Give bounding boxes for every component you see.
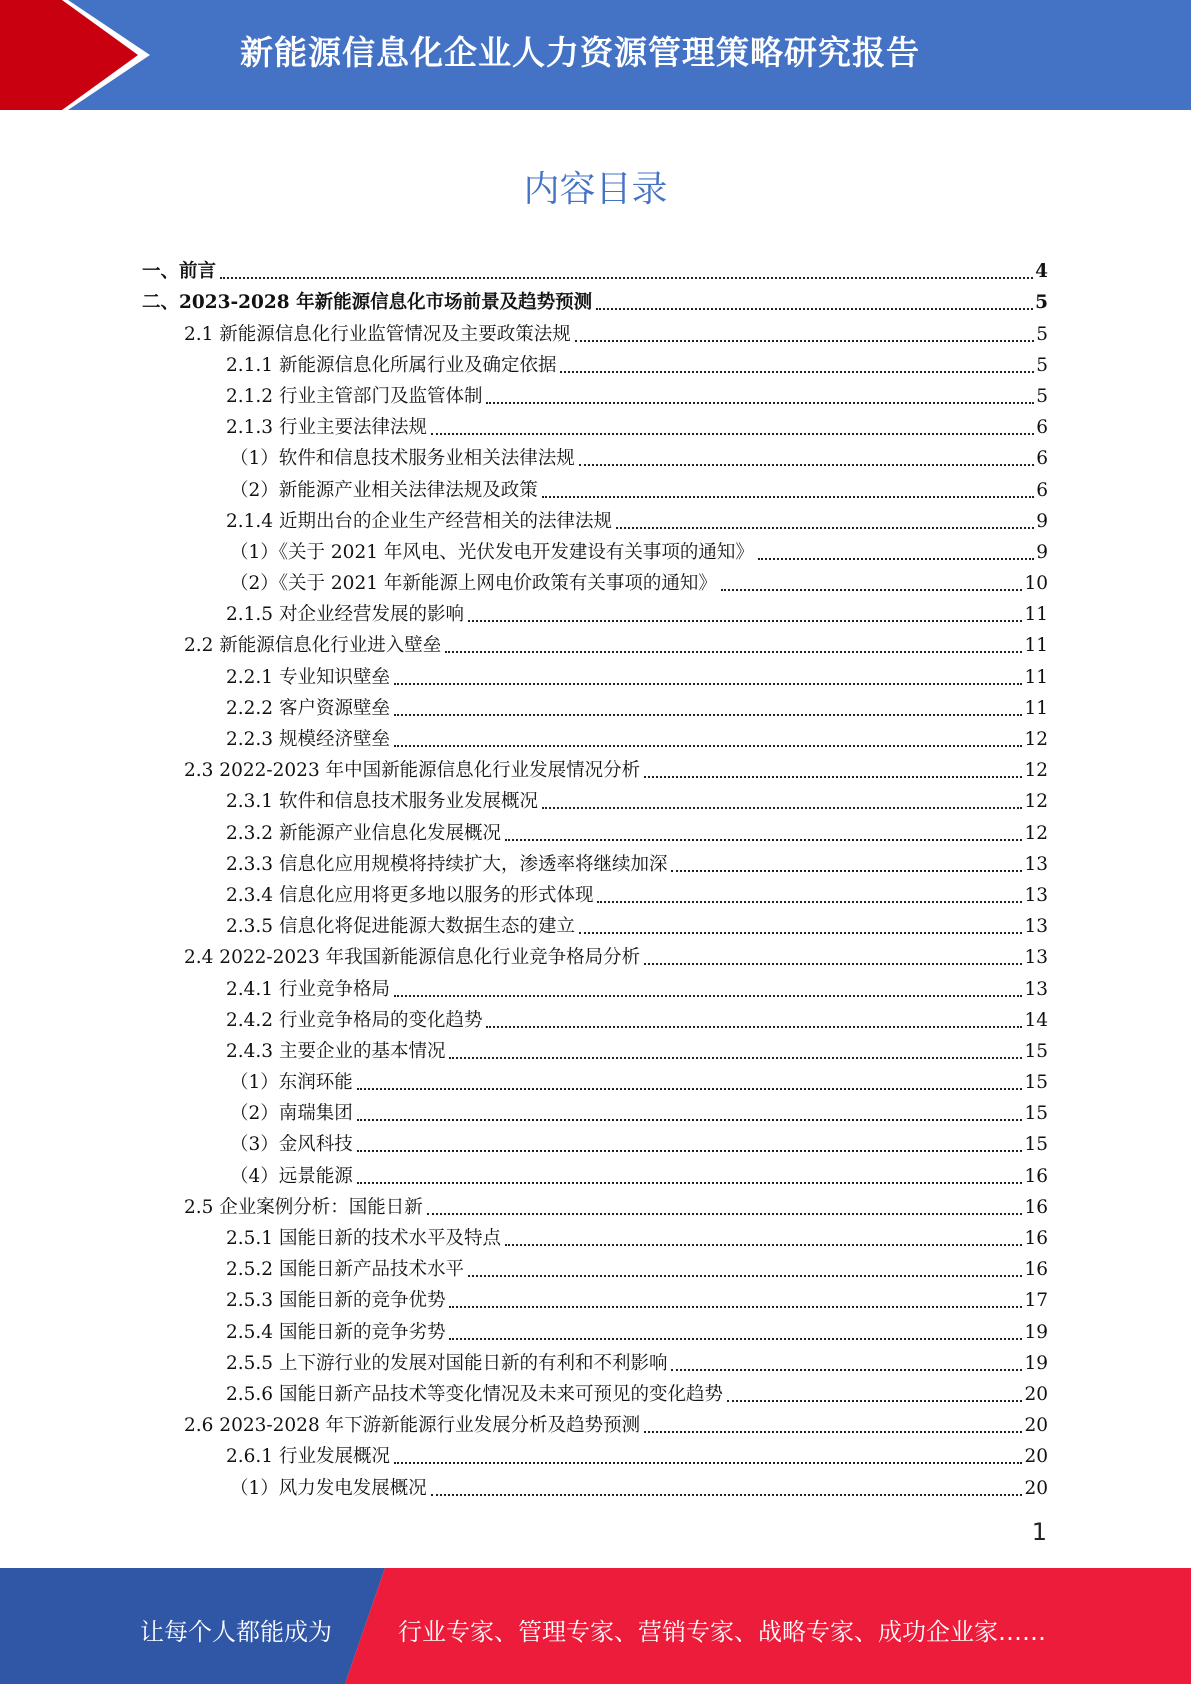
toc-entry-page: 11 — [1024, 635, 1048, 657]
toc-dot-leader — [427, 1213, 1023, 1215]
toc-entry[interactable] — [142, 1252, 1048, 1283]
toc-entry-label: 2.2.2 客户资源壁垒 — [226, 697, 390, 719]
toc-entry-label: 2.1 新能源信息化行业监管情况及主要政策法规 — [184, 323, 571, 345]
toc-entry-page: 19 — [1024, 1321, 1048, 1343]
toc-dot-leader — [394, 683, 1022, 685]
toc-entry-page: 17 — [1024, 1290, 1048, 1312]
toc-entry-label: （2）南瑞集团 — [230, 1103, 353, 1125]
toc-dot-leader — [449, 1306, 1022, 1308]
toc-entry-label: 2.6 2023-2028 年下游新能源行业发展分析及趋势预测 — [184, 1415, 641, 1437]
toc-entry-page: 15 — [1024, 1103, 1048, 1125]
toc-entry-label: 2.3.1 软件和信息技术服务业发展概况 — [226, 791, 538, 813]
toc-entry-label: 2.3.2 新能源产业信息化发展概况 — [226, 822, 501, 844]
toc-entry[interactable] — [142, 535, 1048, 566]
toc-entry-label: 2.5.5 上下游行业的发展对国能日新的有利和不利影响 — [226, 1352, 668, 1374]
toc-entry[interactable] — [142, 1377, 1048, 1408]
toc-entry-label: 2.1.1 新能源信息化所属行业及确定依据 — [226, 354, 557, 376]
page-number: 1 — [1031, 1518, 1047, 1546]
toc-entry-label: 一、前言 — [142, 261, 217, 283]
toc-entry-label: （2）《关于 2021 年新能源上网电价政策有关事项的通知》 — [230, 573, 717, 595]
toc-entry-label: 2.5.1 国能日新的技术水平及特点 — [226, 1228, 501, 1249]
toc-dot-leader — [727, 1400, 1022, 1402]
toc-dot-leader — [505, 839, 1022, 841]
toc-entry[interactable] — [142, 285, 1048, 316]
toc-entry-page: 13 — [1024, 853, 1048, 875]
toc-dot-leader — [758, 558, 1034, 560]
toc-entry[interactable] — [142, 566, 1048, 597]
toc-entry-label: 2.1.3 行业主要法律法规 — [226, 417, 427, 439]
toc-entry[interactable] — [142, 1034, 1048, 1065]
toc-entry[interactable] — [142, 1003, 1048, 1034]
toc-entry[interactable] — [142, 940, 1048, 971]
toc-entry-page: 11 — [1024, 697, 1048, 719]
toc-entry-label: 2.3 2022-2023 年中国新能源信息化行业发展情况分析 — [184, 760, 641, 782]
toc-dot-leader — [671, 870, 1022, 872]
toc-entry[interactable] — [142, 441, 1048, 472]
toc-dot-leader — [468, 1275, 1022, 1277]
toc-dot-leader — [644, 776, 1022, 778]
toc-entry-label: 2.5.2 国能日新产品技术水平 — [226, 1259, 464, 1281]
toc-entry-label: 2.5.3 国能日新的竞争优势 — [226, 1290, 446, 1312]
toc-entry-label: 2.1.2 行业主管部门及监管体制 — [226, 385, 483, 407]
toc-entry-label: 2.2 新能源信息化行业进入壁垒 — [184, 635, 442, 657]
toc-dot-leader — [644, 1431, 1022, 1433]
toc-dot-leader — [449, 1338, 1022, 1340]
toc-dot-leader — [431, 1494, 1023, 1496]
toc-dot-leader — [721, 589, 1023, 591]
toc-entry-page: 15 — [1024, 1040, 1048, 1062]
table-of-contents — [142, 254, 1048, 1502]
toc-entry-label: （1）东润环能 — [230, 1072, 353, 1094]
toc-dot-leader — [357, 1150, 1023, 1152]
toc-entry-label: 2.4.3 主要企业的基本情况 — [226, 1040, 446, 1062]
toc-heading: 内容目录 — [523, 169, 668, 210]
toc-entry-label: 2.3.3 信息化应用规模将持续扩大，渗透率将继续加深 — [226, 853, 668, 875]
toc-dot-leader — [596, 308, 1033, 310]
toc-dot-leader — [579, 464, 1034, 466]
toc-dot-leader — [575, 340, 1034, 342]
toc-entry-label: 2.5.6 国能日新产品技术等变化情况及未来可预见的变化趋势 — [226, 1383, 723, 1405]
toc-entry-page: 13 — [1024, 884, 1048, 906]
toc-entry-page: 12 — [1024, 791, 1048, 813]
toc-entry-page: 5 — [1036, 354, 1048, 376]
toc-entry-page: 6 — [1036, 417, 1048, 439]
toc-dot-leader — [671, 1369, 1022, 1371]
toc-entry-page: 16 — [1024, 1228, 1048, 1249]
toc-entry-label: 2.2.3 规模经济壁垒 — [226, 729, 390, 750]
toc-entry[interactable] — [142, 348, 1048, 379]
toc-entry-page: 16 — [1024, 1165, 1048, 1187]
toc-entry[interactable] — [142, 1470, 1048, 1501]
toc-entry[interactable] — [142, 379, 1048, 410]
toc-entry-page: 14 — [1024, 1009, 1048, 1031]
toc-entry-page: 12 — [1024, 760, 1048, 782]
toc-entry[interactable] — [142, 1158, 1048, 1189]
toc-dot-leader — [357, 1088, 1023, 1090]
toc-dot-leader — [220, 277, 1033, 279]
toc-dot-leader — [579, 932, 1022, 934]
toc-dot-leader — [486, 402, 1034, 404]
toc-entry-page: 16 — [1024, 1259, 1048, 1281]
toc-entry[interactable] — [142, 1127, 1048, 1158]
toc-entry-page: 16 — [1024, 1196, 1048, 1218]
toc-dot-leader — [431, 433, 1034, 435]
toc-entry[interactable] — [142, 659, 1048, 690]
toc-entry-page: 20 — [1024, 1446, 1048, 1468]
toc-entry-page: 5 — [1036, 323, 1048, 345]
toc-entry[interactable] — [142, 971, 1048, 1002]
toc-entry-label: 2.3.4 信息化应用将更多地以服务的形式体现 — [226, 884, 594, 906]
toc-entry[interactable] — [142, 504, 1048, 535]
toc-entry-page: 4 — [1035, 261, 1048, 283]
toc-entry-page: 6 — [1036, 479, 1048, 501]
toc-entry-page: 9 — [1036, 510, 1048, 532]
toc-entry[interactable] — [142, 784, 1048, 815]
toc-entry-label: （1）《关于 2021 年风电、光伏发电开发建设有关事项的通知》 — [230, 541, 754, 563]
toc-dot-leader — [505, 1244, 1022, 1246]
toc-entry[interactable] — [142, 753, 1048, 784]
toc-entry-page: 15 — [1024, 1134, 1048, 1156]
toc-entry[interactable] — [142, 1346, 1048, 1377]
toc-entry[interactable] — [142, 254, 1048, 285]
toc-entry-page: 13 — [1024, 978, 1048, 1000]
toc-dot-leader — [597, 901, 1022, 903]
toc-entry-page: 15 — [1024, 1072, 1048, 1094]
toc-entry-page: 5 — [1035, 292, 1048, 314]
toc-entry[interactable] — [142, 878, 1048, 909]
toc-entry[interactable] — [142, 909, 1048, 940]
toc-entry-label: 2.3.5 信息化将促进能源大数据生态的建立 — [226, 916, 575, 938]
toc-dot-leader — [357, 1182, 1023, 1184]
toc-entry-label: 2.5.4 国能日新的竞争劣势 — [226, 1321, 446, 1343]
toc-entry[interactable] — [142, 1190, 1048, 1221]
toc-entry-label: （3）金风科技 — [230, 1134, 353, 1156]
toc-entry-label: 2.2.1 专业知识壁垒 — [226, 666, 390, 688]
toc-dot-leader — [542, 807, 1022, 809]
toc-dot-leader — [394, 714, 1022, 716]
toc-entry-label: 2.4.2 行业竞争格局的变化趋势 — [226, 1009, 483, 1031]
toc-entry-page: 20 — [1024, 1383, 1048, 1405]
toc-entry[interactable] — [142, 1283, 1048, 1314]
footer-slogan-left: 让每个人都能成为 — [140, 1618, 332, 1646]
toc-entry[interactable] — [142, 597, 1048, 628]
toc-entry-page: 11 — [1024, 604, 1048, 626]
toc-entry-label: 2.4 2022-2023 年我国新能源信息化行业竞争格局分析 — [184, 947, 641, 969]
toc-entry[interactable] — [142, 1314, 1048, 1345]
toc-entry[interactable] — [142, 722, 1048, 753]
toc-entry[interactable] — [142, 1065, 1048, 1096]
toc-entry-label: 二、2023-2028 年新能源信息化市场前景及趋势预测 — [142, 292, 593, 314]
toc-entry-page: 6 — [1036, 448, 1048, 470]
toc-entry[interactable] — [142, 847, 1048, 878]
toc-dot-leader — [445, 651, 1022, 653]
toc-dot-leader — [394, 745, 1022, 747]
toc-dot-leader — [449, 1057, 1022, 1059]
toc-entry-page: 20 — [1024, 1415, 1048, 1437]
toc-entry-page: 13 — [1024, 947, 1048, 969]
toc-entry[interactable] — [142, 316, 1048, 347]
toc-dot-leader — [394, 1462, 1022, 1464]
toc-entry-page: 10 — [1024, 573, 1048, 595]
toc-entry[interactable] — [142, 410, 1048, 441]
toc-entry[interactable] — [142, 628, 1048, 659]
footer-slogan-right: 行业专家、管理专家、营销专家、战略专家、成功企业家…… — [398, 1618, 1046, 1646]
toc-dot-leader — [542, 496, 1034, 498]
toc-entry-page: 9 — [1036, 541, 1048, 563]
header-arrow-icon — [0, 0, 160, 110]
toc-entry-label: 2.5 企业案例分析：国能日新 — [184, 1196, 423, 1218]
toc-entry-label: （4）远景能源 — [230, 1165, 353, 1187]
toc-entry[interactable] — [142, 815, 1048, 846]
toc-entry-page: 13 — [1024, 916, 1048, 938]
toc-dot-leader — [394, 995, 1022, 997]
toc-entry-page: 11 — [1024, 666, 1048, 688]
toc-dot-leader — [644, 963, 1022, 965]
toc-entry-page: 19 — [1024, 1352, 1048, 1374]
toc-entry[interactable] — [142, 691, 1048, 722]
toc-dot-leader — [616, 527, 1034, 529]
toc-entry[interactable] — [142, 1408, 1048, 1439]
toc-entry-label: 2.6.1 行业发展概况 — [226, 1446, 390, 1468]
toc-entry-label: 2.1.4 近期出台的企业生产经营相关的法律法规 — [226, 510, 612, 532]
toc-entry[interactable] — [142, 1221, 1048, 1252]
toc-dot-leader — [560, 371, 1034, 373]
toc-dot-leader — [486, 1026, 1022, 1028]
toc-entry[interactable] — [142, 1096, 1048, 1127]
toc-entry-label: 2.1.5 对企业经营发展的影响 — [226, 604, 464, 626]
toc-entry-page: 20 — [1024, 1477, 1048, 1499]
toc-dot-leader — [468, 620, 1022, 622]
report-title: 新能源信息化企业人力资源管理策略研究报告 — [240, 33, 920, 72]
toc-entry-label: （1）软件和信息技术服务业相关法律法规 — [230, 448, 575, 470]
toc-entry[interactable] — [142, 472, 1048, 503]
toc-entry-page: 12 — [1024, 729, 1048, 750]
toc-entry[interactable] — [142, 1439, 1048, 1470]
toc-entry-page: 12 — [1024, 822, 1048, 844]
toc-entry-label: （2）新能源产业相关法律法规及政策 — [230, 479, 538, 501]
toc-dot-leader — [357, 1119, 1023, 1121]
toc-entry-label: （1）风力发电发展概况 — [230, 1477, 427, 1499]
toc-entry-label: 2.4.1 行业竞争格局 — [226, 978, 390, 1000]
toc-entry-page: 5 — [1036, 385, 1048, 407]
